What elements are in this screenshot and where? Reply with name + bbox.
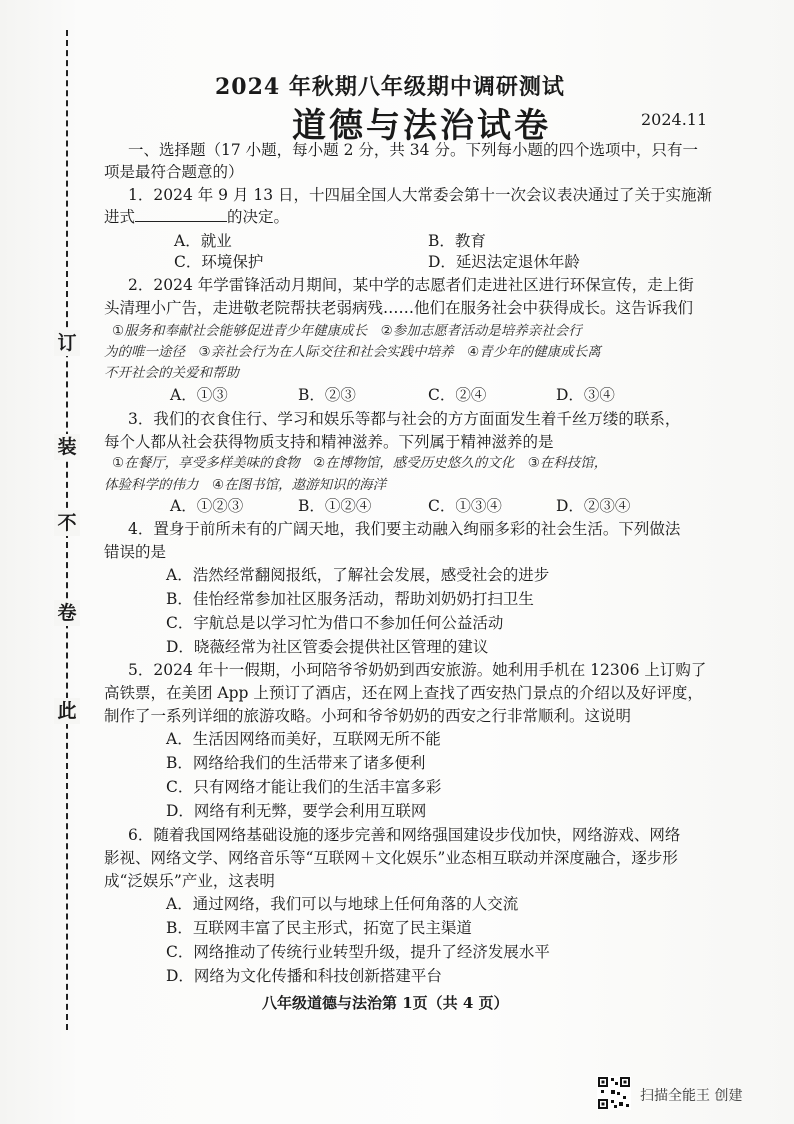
exam-date: 2024.11 <box>641 110 708 129</box>
q6-option-c: C．网络推动了传统行业转型升级，提升了经济发展水平 <box>166 943 550 961</box>
scanner-watermark: 扫描全能王 创建 <box>640 1088 743 1104</box>
qr-code-icon <box>597 1076 631 1110</box>
q2-option-a: A．①③ <box>170 386 228 404</box>
q3-statements-2: 体验科学的伟力 ④在图书馆，遨游知识的海洋 <box>104 477 387 493</box>
binding-char-1: 订 <box>54 330 80 356</box>
q6-option-a: A．通过网络，我们可以与地球上任何角落的人交流 <box>166 895 519 913</box>
q3-option-b: B．①②④ <box>298 497 372 515</box>
binding-char-2: 装 <box>54 434 80 460</box>
q6-stem-cont-2: 成“泛娱乐”产业，这表明 <box>104 872 275 890</box>
q4-option-b: B．佳怡经常参加社区服务活动，帮助刘奶奶打扫卫生 <box>166 590 534 608</box>
q4-stem-cont: 错误的是 <box>104 543 167 561</box>
q5-option-b: B．网络给我们的生活带来了诸多便利 <box>166 754 426 772</box>
page-footer: 八年级道德与法治第 1页（共 4 页） <box>262 994 509 1012</box>
q2-stem-cont: 头清理小广告，走进敬老院帮扶老弱病残……他们在服务社会中获得成长。这告诉我们 <box>104 299 694 317</box>
q2-statements-3: 不开社会的关爱和帮助 <box>104 365 239 381</box>
q6-stem: 6．随着我国网络基础设施的逐步完善和网络强国建设步伐加快，网络游戏、网络 <box>128 826 681 844</box>
q4-option-d: D．晓薇经常为社区管委会提供社区管理的建议 <box>166 638 489 656</box>
q6-stem-cont-1: 影视、网络文学、网络音乐等“互联网＋文化娱乐”业态相互联动并深度融合，逐步形 <box>104 849 678 867</box>
q1-stem: 1．2024 年 9 月 13 日，十四届全国人大常委会第十一次会议表决通过了关于实施渐 <box>128 186 713 204</box>
binding-margin <box>52 30 82 1030</box>
q5-stem: 5．2024 年十一假期，小珂陪爷爷奶奶到西安旅游。她利用手机在 12306 上订购了 <box>128 661 707 679</box>
q5-stem-cont-2: 制作了一系列详细的旅游攻略。小珂和爷爷奶奶的西安之行非常顺利。这说明 <box>104 707 632 725</box>
binding-char-3: 不 <box>54 510 80 536</box>
section-heading: 一、选择题（17 小题，每小题 2 分，共 34 分。下列每小题的四个选项中，只有一 <box>128 141 698 159</box>
q1-stem-post: 的决定。 <box>227 208 290 226</box>
exam-title: 道德与法治试卷 <box>292 106 551 146</box>
q5-option-a: A．生活因网络而美好，互联网无所不能 <box>166 730 441 748</box>
exam-subtitle: 2024 年秋期八年级期中调研测试 <box>215 74 565 100</box>
q1-option-d: D．延迟法定退休年龄 <box>428 253 580 271</box>
answer-blank[interactable] <box>135 207 227 222</box>
q2-option-b: B．②③ <box>298 386 356 404</box>
q6-option-d: D．网络为文化传播和科技创新搭建平台 <box>166 967 442 985</box>
q5-stem-cont-1: 高铁票，在美团 App 上预订了酒店，还在网上查找了西安热门景点的介绍以及好评度， <box>104 684 703 702</box>
q3-stem: 3．我们的衣食住行、学习和娱乐等都与社会的方方面面发生着千丝万缕的联系， <box>128 410 681 428</box>
q2-statements-1: ①服务和奉献社会能够促进青少年健康成长 ②参加志愿者活动是培养亲社会行 <box>112 323 582 339</box>
q3-option-c: C．①③④ <box>428 497 502 515</box>
q1-option-a: A．就业 <box>174 232 232 250</box>
binding-char-5: 此 <box>54 698 80 724</box>
q4-option-a: A．浩然经常翻阅报纸，了解社会发展，感受社会的进步 <box>166 566 550 584</box>
q5-option-d: D．网络有利无弊，要学会利用互联网 <box>166 802 427 820</box>
q3-option-d: D．②③④ <box>556 497 631 515</box>
q3-stem-cont: 每个人都从社会获得物质支持和精神滋养。下列属于精神滋养的是 <box>104 433 554 451</box>
q4-option-c: C．宇航总是以学习忙为借口不参加任何公益活动 <box>166 614 504 632</box>
q5-option-c: C．只有网络才能让我们的生活丰富多彩 <box>166 778 442 796</box>
q1-option-c: C．环境保护 <box>174 253 264 271</box>
q3-statements-1: ①在餐厅，享受多样美味的食物 ②在博物馆，感受历史悠久的文化 ③在科技馆， <box>112 455 608 471</box>
q2-option-c: C．②④ <box>428 386 487 404</box>
q6-option-b: B．互联网丰富了民主形式，拓宽了民主渠道 <box>166 919 472 937</box>
q1-stem-pre: 进式 <box>104 208 136 226</box>
q3-option-a: A．①②③ <box>170 497 244 515</box>
q1-option-b: B．教育 <box>428 232 486 250</box>
section-heading-cont: 项是最符合题意的） <box>104 163 244 181</box>
q1-stem-cont <box>104 205 289 227</box>
q4-stem: 4．置身于前所未有的广阔天地，我们要主动融入绚丽多彩的社会生活。下列做法 <box>128 520 681 538</box>
q2-stem: 2．2024 年学雷锋活动月期间，某中学的志愿者们走进社区进行环保宣传，走上街 <box>128 276 694 294</box>
q2-option-d: D．③④ <box>556 386 615 404</box>
q2-statements-2: 为的唯一途径 ③亲社会行为在人际交往和社会实践中培养 ④青少年的健康成长离 <box>104 344 601 360</box>
binding-char-4: 卷 <box>54 600 80 626</box>
